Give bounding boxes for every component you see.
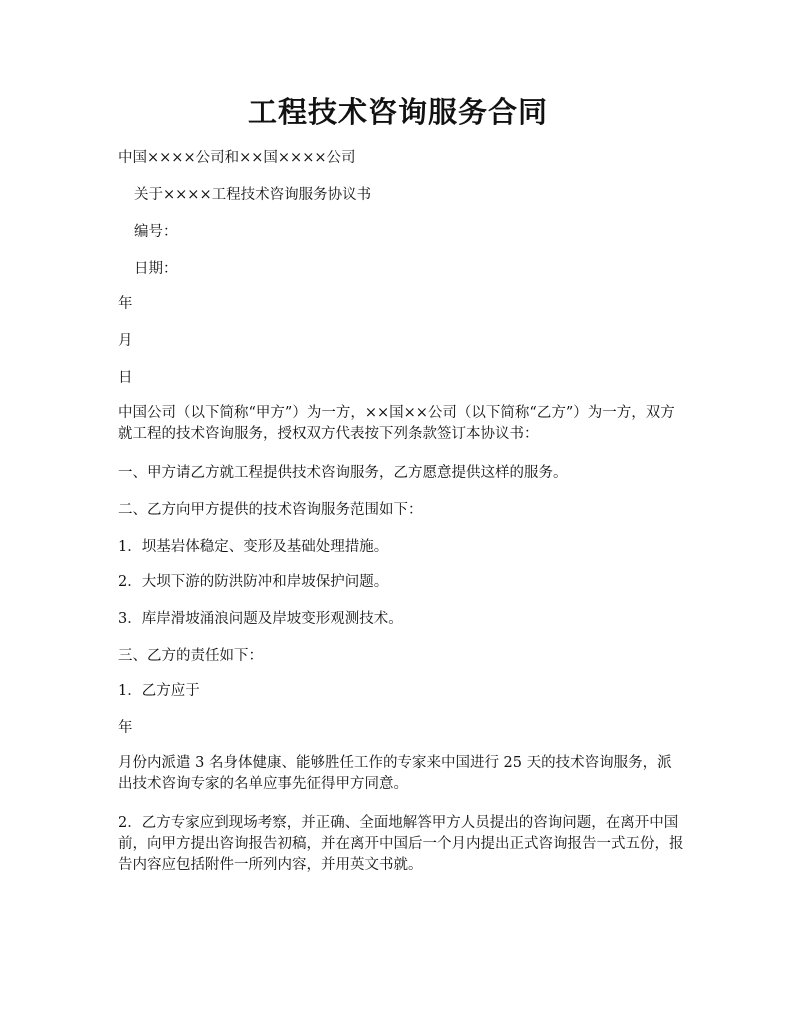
responsibility-item-1-start: 1．乙方应于 xyxy=(118,683,200,699)
scope-item-3: 3．库岸滑坡涌浪问题及岸坡变形观测技术。 xyxy=(118,611,403,627)
document-title: 工程技术咨询服务合同 xyxy=(247,95,548,129)
responsibility-item-1-body: 月份内派遣 3 名身体健康、能够胜任工作的专家来中国进行 25 天的技术咨询服务，派出技术咨询专家的名单应事先征得甲方同意。 xyxy=(118,755,672,792)
number-field-label: 编号： xyxy=(134,224,178,240)
clause-one: 一、甲方请乙方就工程提供技术咨询服务，乙方愿意提供这样的服务。 xyxy=(118,465,568,481)
date-year-label: 年 xyxy=(118,296,133,312)
date-field-label: 日期： xyxy=(134,261,178,277)
date-day-label: 日 xyxy=(118,370,133,386)
clause-two-heading: 二、乙方向甲方提供的技术咨询服务范围如下： xyxy=(118,502,423,518)
scope-item-1: 1．坝基岩体稳定、变形及基础处理措施。 xyxy=(118,539,389,555)
agreement-subject-line: 关于××××工程技术咨询服务协议书 xyxy=(134,187,372,203)
scope-item-2: 2．大坝下游的防洪防冲和岸坡保护问题。 xyxy=(118,574,389,590)
clause-three-heading: 三、乙方的责任如下： xyxy=(118,648,263,664)
preamble-paragraph: 中国公司（以下简称“甲方”）为一方，××国××公司（以下简称“乙方”）为一方，双方就工程的技术咨询服务，授权双方代表按下列条款签订本协议书： xyxy=(118,405,675,442)
responsibility-item-2: 2．乙方专家应到现场考察，并正确、全面地解答甲方人员提出的咨询问题，在离开中国前，向甲方提出咨询报告初稿，并在离开中国后一个月内提出正式咨询报告一式五份，报告内容应包括附件一所列内容，并用英文书就。 xyxy=(118,815,684,873)
parties-line: 中国××××公司和××国××××公司 xyxy=(118,150,356,166)
responsibility-year-label: 年 xyxy=(118,720,133,736)
date-month-label: 月 xyxy=(118,333,133,349)
